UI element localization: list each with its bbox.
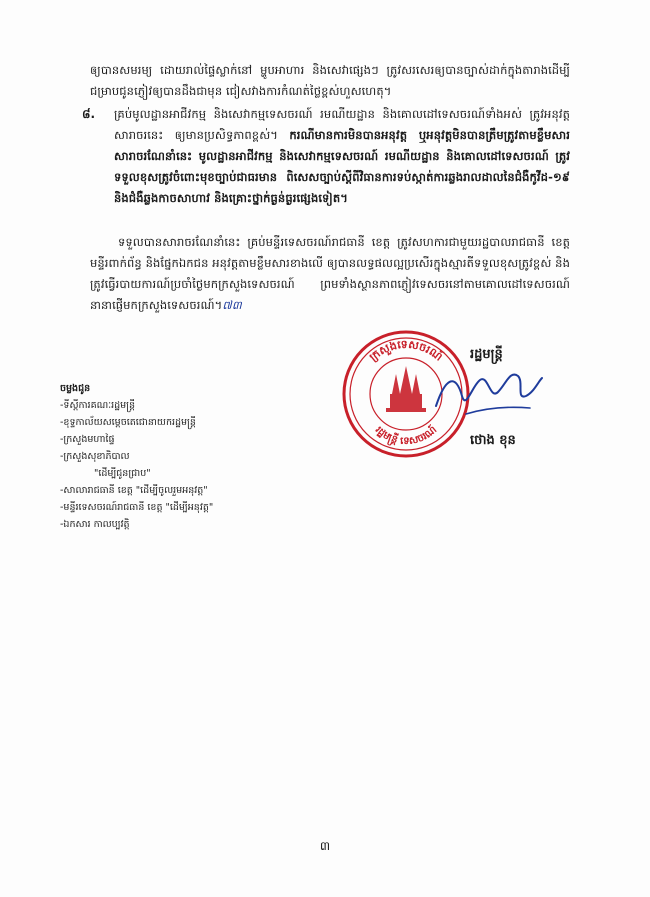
stamp-top-text: ក្រសួងទេសចរណ៍ bbox=[366, 337, 445, 364]
cc-item: -ឯកសារ កាលប្បវត្តិ bbox=[60, 519, 130, 530]
cc-item: -សាលារាជធានី ខេត្ត "ដើម្បីចូលរួមអនុវត្ត" bbox=[60, 485, 208, 496]
item-text-normal: គ្រប់មូលដ្ឋានអាជីវកម្ម និងសេវាកម្មទេសចរណ៍ រមណីយដ្ឋាន និងគោលដៅទេសចរណ៍ទាំងអស់ ត្រូវអនុវត្តសារាចរនេះ ឲ្យមានប្រសិទ្ធភាពខ្ពស់។ bbox=[114, 107, 570, 142]
cc-item: -ក្រសួងមហាផ្ទៃ bbox=[60, 434, 115, 445]
paragraph-top: ឲ្យបានសមរម្យ ដោយរាល់ផ្ទៃស្លាក់នៅ ម្ហូបអាហារ និងសេវាផ្សេងៗ ត្រូវសរសេរឲ្យបានច្បាស់ដាក់ក្នុងតារាងដើម្បីជម្រាបជូនភ្ញៀវឲ្យបានដឹងជាមុន ជៀសវាងការកំណត់ថ្លៃខ្ពស់ហួសហេតុ។ bbox=[90, 63, 570, 98]
signatory-title: រដ្ឋមន្ត្រី bbox=[470, 347, 503, 362]
item-number: ៨. bbox=[82, 107, 96, 121]
cc-item: -ទីស្ដីការគណៈរដ្ឋមន្ត្រី bbox=[60, 400, 136, 411]
paragraph-main-text: ទទួលបានសារាចរណែនាំនេះ គ្រប់មន្ទីរទេសចរណ៍រាជធានី ខេត្ត ត្រូវសហការជាមួយរដ្ឋបាលរាជធានី ខេត្ត មន្ទីរពាក់ព័ន្ធ និងផ្នែកឯកជន អនុវត្តតាមខ្លឹមសារខាងលើ ឲ្យបានលទ្ធផលល្អប្រសើរក្នុងស្មារតីទទួលខុសត្រូវខ្ពស់ និងត្រូវធ្វើរបាយការណ៍ប្រចាំថ្ងៃមកក្រសួងទេសចរណ៍ ព្រមទាំងស្ថានភាពភ្ញៀវទេសចរនៅតាមគោលដៅទេសចរណ៍នានាផ្ញើមកក្រសួងទេសចរណ៍។ bbox=[90, 235, 570, 312]
handwritten-signature-icon bbox=[426, 356, 546, 426]
signatory-name: ថោង ខុន bbox=[470, 433, 516, 448]
cc-item: -មន្ទីរទេសចរណ៍រាជធានី ខេត្ត "ដើម្បីអនុវត្ត" bbox=[60, 502, 214, 513]
signature-block bbox=[340, 328, 550, 458]
paragraph-main bbox=[90, 232, 570, 316]
cc-item-note: "ដើម្បីជូនជ្រាប" bbox=[94, 468, 151, 479]
stamp-bottom-text: រដ្ឋមន្ត្រី ទេសចរណ៍ bbox=[372, 424, 440, 448]
paragraph-item-8 bbox=[114, 104, 570, 209]
cc-item: -ខុទ្ទកាល័យសម្ដេចតេជោនាយករដ្ឋមន្ត្រី bbox=[60, 417, 196, 428]
svg-text:រដ្ឋមន្ត្រី ទេសចរណ៍ bbox=[373, 423, 439, 448]
item-text-bold: ករណីមានការមិនបានអនុវត្ត ឬអនុវត្តមិនបានត្រឹមត្រូវតាមខ្លឹមសារសារាចរណែនាំនេះ មូលដ្ឋានអាជីវកម្ម និងសេវាកម្មទេសចរណ៍ រមណីយដ្ឋាន និងគោលដៅទេសចរណ៍ ត្រូវទទួលខុសត្រូវចំពោះមុខច្បាប់ជាធរមាន ពិសេសច្បាប់ស្ដីពីវិធានការទប់ស្កាត់ការឆ្លងរាលដាលនៃជំងឺកូវីដ-១៩ និងជំងឺឆ្លងកាចសាហាវ និងគ្រោះថ្នាក់ធ្ងន់ធ្ងរផ្សេងទៀត។ bbox=[114, 128, 570, 205]
handwritten-note: ៧៣ bbox=[222, 298, 242, 312]
cc-list bbox=[60, 380, 300, 533]
page-number: ៣ bbox=[319, 839, 331, 853]
cc-item: -ក្រសួងសុខាភិបាល bbox=[60, 451, 130, 462]
cc-heading: ចម្លងជូន bbox=[60, 383, 91, 394]
